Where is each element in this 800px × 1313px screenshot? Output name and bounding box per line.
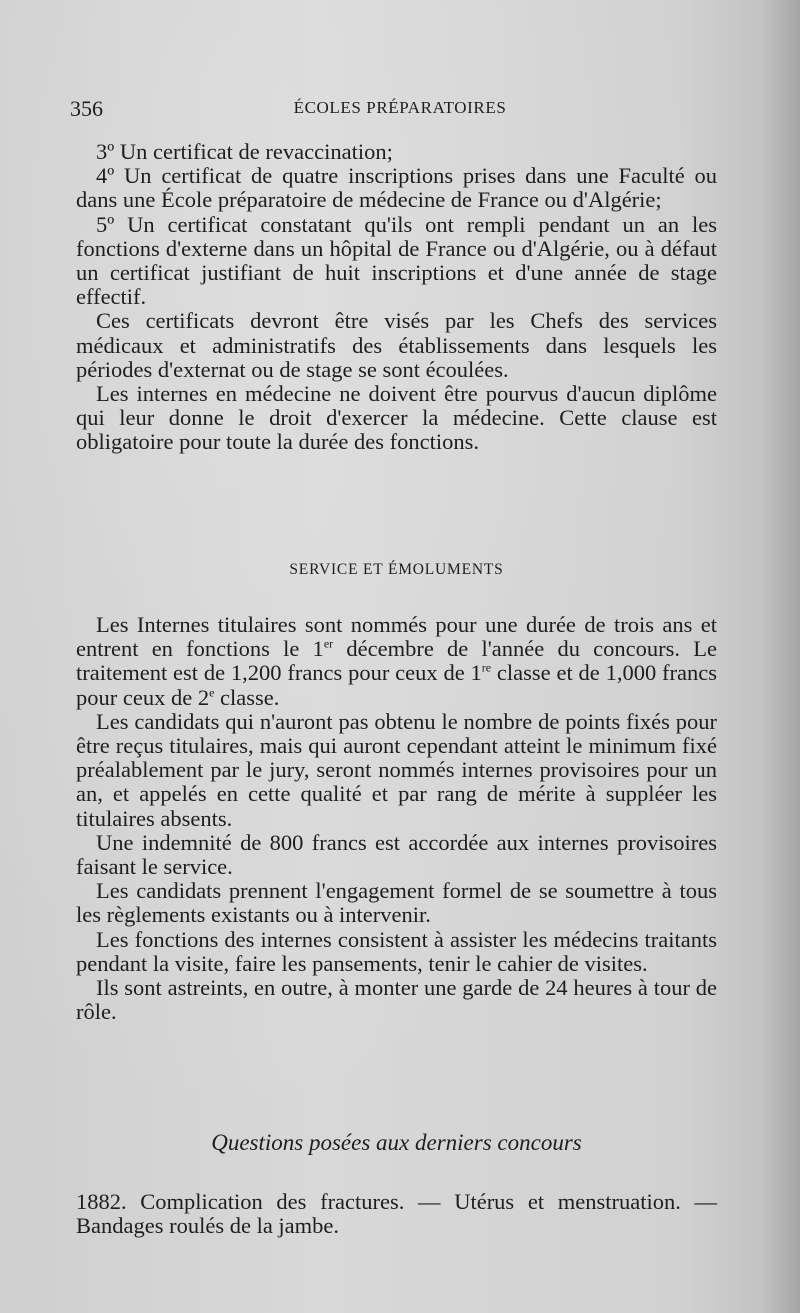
service-text (76, 613, 717, 1024)
page-edge-shadow (760, 0, 800, 1313)
requirement-paragraph: 3º Un certificat de revaccination; (96, 139, 393, 164)
requirement-paragraph: 4º Un certificat de quatre inscriptions prises dans une Faculté ou dans une École préparatoire de médecine de France ou d'Algérie; (76, 163, 717, 213)
service-paragraph: Une indemnité de 800 francs est accordée aux internes provisoires faisant le service. (76, 829, 717, 880)
requirements-text (76, 140, 717, 455)
text-run: classe. (214, 684, 280, 710)
text-run: décembre de l'année du concours. Le traitement est de 1,200 francs pour ceux de 1 (76, 636, 717, 686)
requirement-paragraph: 5º Un certificat constatant qu'ils ont rempli pendant un an les fonctions d'externe dans un hôpital de France ou d'Algérie, ou à défaut un certificat justifiant de huit inscriptions et d'une année de stage effectif. (76, 211, 717, 310)
superscript: e (209, 685, 215, 700)
page-header (70, 96, 730, 126)
section-heading: SERVICE ET ÉMOLUMENTS (289, 561, 504, 578)
service-paragraph: Ils sont astreints, en outre, à monter une garde de 24 heures à tour de rôle. (76, 975, 717, 1025)
service-paragraph: Les candidats prennent l'engagement formel de se soumettre à tous les règlements existants ou à intervenir. (76, 878, 717, 928)
question-entry: 1882. Complication des fractures. — Utérus et menstruation. — Bandages roulés de la jambe. (76, 1189, 717, 1239)
service-paragraph: Les fonctions des internes consistent à assister les médecins traitants pendant la visite, faire les pansements, tenir le cahier de visites. (76, 926, 717, 976)
text-run: classe et de 1,000 francs pour ceux de 2 (76, 660, 717, 710)
question-entries (76, 1190, 717, 1238)
requirement-paragraph: Les internes en médecine ne doivent être pourvus d'aucun diplôme qui leur donne le droit d'exercer la médecine. Cette clause est obligatoire pour toute la durée des fonctions. (76, 381, 717, 455)
questions-heading: Questions posées aux derniers concours (211, 1130, 582, 1155)
superscript: er (323, 636, 334, 651)
service-paragraph: Les candidats qui n'auront pas obtenu le nombre de points fixés pour être reçus titulaires, mais qui auront cependant atteint le minimum fixé préalablement par le jury, seront nommés internes provisoires pour un an, et appelés en cette qualité et par rang de mérite à suppléer les titulaires absents. (76, 708, 717, 831)
requirement-paragraph: Ces certificats devront être visés par les Chefs des services médicaux et administratifs des établissements dans lesquels les périodes d'externat ou de stage se sont écoulées. (76, 308, 717, 382)
service-paragraph (76, 613, 717, 710)
superscript: re (481, 660, 492, 675)
page-number: 356 (70, 96, 103, 121)
running-head: ÉCOLES PRÉPARATOIRES (293, 98, 507, 117)
text-run: Les Internes titulaires sont nommés pour une durée de trois ans et entrent en fonctions le 1 (76, 612, 717, 662)
